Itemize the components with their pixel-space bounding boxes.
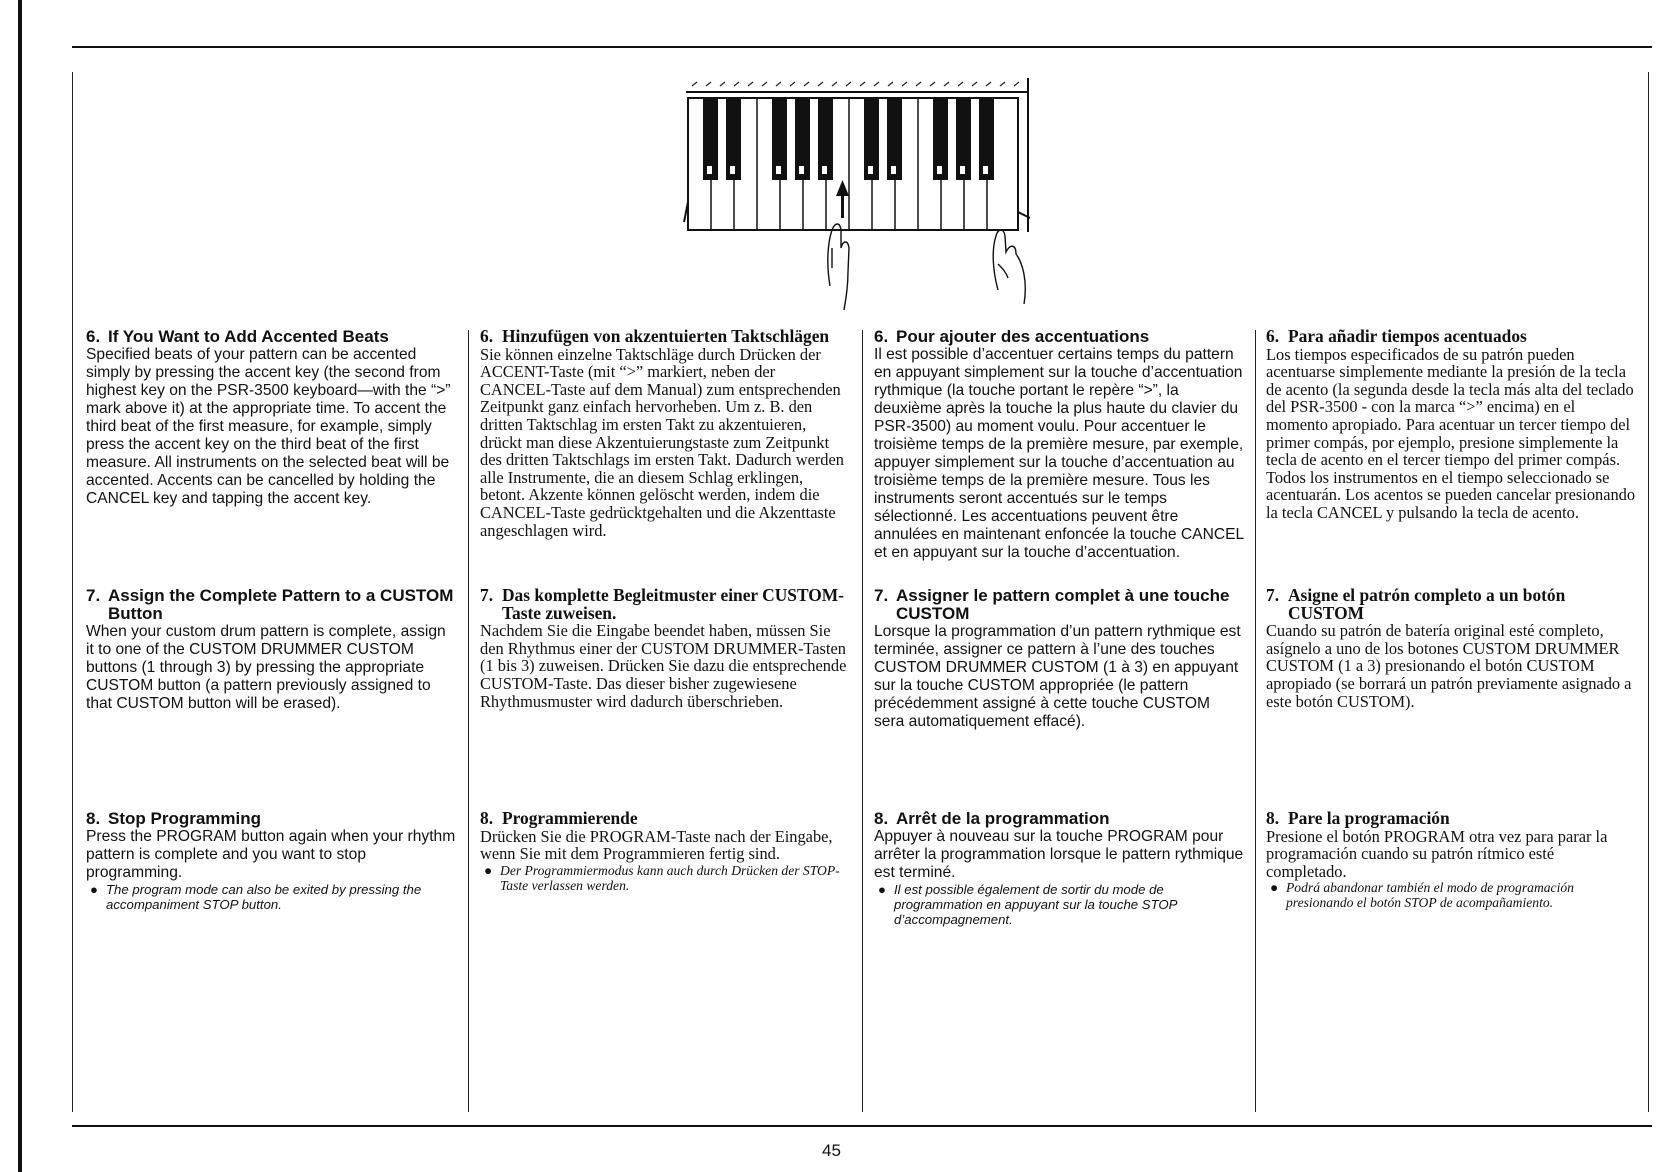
section-heading: 8. Stop Programming: [86, 809, 262, 828]
bullet-icon: ●: [1270, 880, 1279, 896]
section-heading: 7. Assign the Complete Pattern to a CUSTOM Button: [86, 586, 454, 623]
section-body: Cuando su patrón de batería original esté completo, asígnelo a uno de los botones CUSTOM DRUMMER CUSTOM (1 a 3) presionando el botón CUSTOM apropiado (se borrará un patrón previamente asignado a este botón CUSTOM).: [1266, 621, 1632, 711]
column-divider: [862, 330, 863, 1112]
section-heading: 6. If You Want to Add Accented Beats: [86, 327, 389, 346]
section-6: [1266, 328, 1636, 522]
section-heading: 7. Assigner le pattern complet à une touche CUSTOM: [874, 586, 1230, 623]
section-body: Specified beats of your pattern can be accented simply by pressing the accent key (the second from highest key on the PSR-3500 keyboard—with the “>” mark above it) at the appropriate time. To accent the third beat of the first measure, for example, simply press the accent key on the third beat of the first measure. All instruments on the selected beat will be accented. Accents can be cancelled by holding the CANCEL key and tapping the accent key.: [86, 346, 451, 507]
section-6: [86, 328, 456, 508]
column-divider: [1255, 330, 1256, 1112]
keyboard-illustration: [680, 72, 1060, 322]
section-body: Il est possible d’accentuer certains temps du pattern en appuyant simplement sur la touche d’accentuation rythmique (la touche portant le repère “>”, la deuxième après la touche la plus haute du clavier du PSR-3500) au moment voulu. Pour accentuer le troisième temps de la première mesure, par exemple, appuyer simplement sur la touche d’accentuation au troisième temps de la première mesure. Tous les instruments seront accentués sur le temps sélectionné. Les accentuations peuvent être annulées en maintenant enfoncée la touche CANCEL et en appuyant sur la touche d’accentuation.: [874, 346, 1244, 561]
section-7: [874, 587, 1244, 731]
column-divider-right: [1648, 72, 1649, 1112]
section-6: [874, 328, 1244, 562]
section-heading: 8. Arrêt de la programmation: [874, 809, 1110, 828]
section-heading: 7. Asigne el patrón completo a un botón CUSTOM: [1266, 585, 1566, 623]
section-body: Appuyer à nouveau sur la touche PROGRAM pour arrêter la programmation lorsque le pattern rythmique est terminé.: [874, 828, 1244, 881]
binding-edge: [18, 0, 22, 1172]
section-heading: 8. Pare la programación: [1266, 808, 1450, 828]
column-divider-left: [72, 72, 73, 1112]
section-body: Los tiempos especificados de su patrón pueden acentuarse simplemente mediante la presión de la tecla de acento (la segunda desde la tecla más alta del teclado del PSR-3500 - con la marca “>” encima) en el momento apropiado. Para acentuar un tercer tiempo del primer compás, por ejemplo, presione simplemente la tecla de acento en el tercer tiempo del primer compás. Todos los instrumentos en el tiempo seleccionado se acentuarán. Los acentos se pueden cancelar presionando la tecla CANCEL y pulsando la tecla de acento.: [1266, 344, 1636, 522]
page-number: 45: [822, 1141, 841, 1160]
section-heading: 7. Das komplette Begleitmuster einer CUSTOM-Taste zuweisen.: [480, 585, 844, 623]
section-body: When your custom drum pattern is complete, assign it to one of the CUSTOM DRUMMER CUSTOM buttons (1 through 3) by pressing the appropriate CUSTOM button (a pattern previously assigned to that CUSTOM button will be erased).: [86, 623, 446, 712]
section-8: [480, 810, 850, 893]
bullet-icon: ●: [484, 862, 493, 878]
note: ● The program mode can also be exited by pressing the accompaniment STOP button.: [86, 882, 456, 912]
section-heading: 8. Programmierende: [480, 808, 638, 828]
section-body: Nachdem Sie die Eingabe beendet haben, müssen Sie den Rhythmus einer der CUSTOM DRUMMER-Tasten (1 bis 3) zuweisen. Drücken Sie dazu die entsprechende CUSTOM-Taste. Das dieser bisher zugewiesene Rhythmusmuster wird dadurch überschrieben.: [480, 621, 847, 711]
bullet-icon: ●: [90, 882, 98, 897]
note: ● Il est possible également de sortir du mode de programmation en appuyant sur la touche STOP d’accompagnement.: [874, 882, 1244, 927]
bullet-icon: ●: [878, 882, 886, 897]
section-8: [86, 810, 456, 912]
section-6: [480, 328, 850, 539]
note: ● Der Programmiermodus kann auch durch Drücken der STOP-Taste verlassen werden.: [480, 863, 850, 893]
section-heading: 6. Pour ajouter des accentuations: [874, 327, 1150, 346]
section-8: [874, 810, 1244, 927]
section-body: Lorsque la programmation d’un pattern rythmique est terminée, assigner ce pattern à l’une des touches CUSTOM DRUMMER CUSTOM (1 à 3) en appuyant sur la touche CUSTOM appropriée (le pattern précédemment assigné à cette touche CUSTOM sera automatiquement effacé).: [874, 623, 1241, 730]
section-body: Press the PROGRAM button again when your rhythm pattern is complete and you want to stop programming.: [86, 828, 456, 881]
section-heading: 6. Hinzufügen von akzentuierten Taktschlägen: [480, 326, 830, 346]
section-7: [1266, 587, 1636, 710]
section-heading: 6. Para añadir tiempos acentuados: [1266, 326, 1527, 346]
note: ● Podrá abandonar también el modo de programación presionando el botón STOP de acompañamiento.: [1266, 880, 1636, 910]
column-divider: [468, 330, 469, 1112]
section-8: [1266, 810, 1636, 910]
section-body: Presione el botón PROGRAM otra vez para parar la programación cuando su patrón rítmico esté completado.: [1266, 826, 1608, 881]
section-body: Sie können einzelne Taktschläge durch Drücken der ACCENT-Taste (mit “>” markiert, neben der CANCEL-Taste auf dem Manual) zum entsprechenden Zeitpunkt ganz einfach hervorheben. Um z. B. den dritten Taktschlag im ersten Takt zu akzentuieren, drückt man diese Akzentuierungstaste zum Zeitpunkt des dritten Taktschlags im ersten Takt. Dadurch werden alle Instrumente, die an diesem Schlag erklingen, betont. Akzente können gelöscht werden, indem die CANCEL-Taste gedrücktgehalten und die Akzenttaste angeschlagen wird.: [480, 344, 844, 540]
section-7: [480, 587, 850, 710]
section-body: Drücken Sie die PROGRAM-Taste nach der Eingabe, wenn Sie mit dem Programmieren fertig sind.: [480, 826, 833, 864]
top-rule: [72, 46, 1652, 48]
section-7: [86, 587, 456, 713]
bottom-rule: [72, 1125, 1652, 1127]
